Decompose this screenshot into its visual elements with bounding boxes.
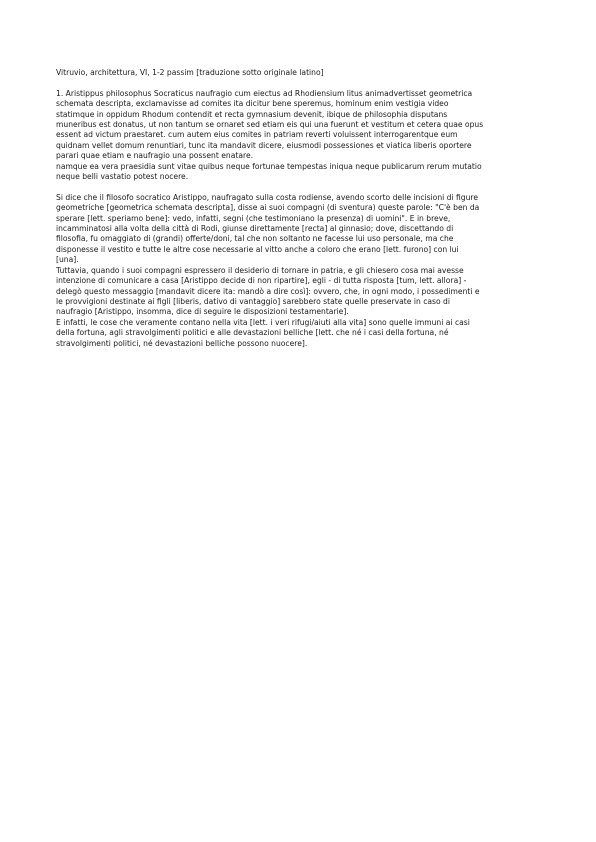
italian-line: delegò questo messaggio [mandavit dicere ita: mandò a dire così]: ovvero, che, in ogni modo, i possedimenti e bbox=[56, 286, 480, 296]
italian-line: sperare [lett. speriamo bene]: vedo, infatti, segni (che testimoniano la presenza) di uomini". E in breve, bbox=[56, 213, 451, 223]
latin-line: quidnam vellet domum renuntiari, tunc ita mandavit dicere, eiusmodi possessiones et viatica liberis oportere bbox=[56, 140, 472, 150]
latin-line: parari quae etiam e naufragio una possent enatare. bbox=[56, 151, 254, 161]
italian-line: geometriche [geometrica schemata descripta], disse ai suoi compagni (di sventura) queste parole: "C'è ben da bbox=[56, 203, 480, 213]
document-page bbox=[56, 68, 541, 359]
italian-line: naufragio [Aristippo, insomma, dice di seguire le disposizioni testamentarie]. bbox=[56, 307, 349, 317]
italian-line: le provvigioni destinate ai figli [liberis, dativo di vantaggio] sarebbero state quelle preservate in caso di bbox=[56, 296, 450, 306]
latin-line: statimque in oppidum Rhodum contendit et recta gymnasium devenit, ibique de philosophia disputans bbox=[56, 109, 448, 119]
latin-line: neque belli vastatio potest nocere. bbox=[56, 172, 189, 182]
latin-line: essent ad victum praestaret. cum autem eius comites in patriam reverti voluissent interrogarentque eum bbox=[56, 130, 458, 140]
italian-line: [una]. bbox=[56, 255, 79, 265]
italian-line: intenzione di comunicare a casa [Aristippo decide di non ripartire], egli - di tutta risposta [tum, lett. allora] - bbox=[56, 276, 467, 286]
italian-line: stravolgimenti politici, né devastazioni belliche possono nuocere]. bbox=[56, 338, 308, 348]
latin-paragraph bbox=[56, 89, 541, 183]
italian-line: della fortuna, agli stravolgimenti politici e alle devastazioni belliche [lett. che né i casi della fortuna, né bbox=[56, 328, 449, 338]
italian-line: Tuttavia, quando i suoi compagni espressero il desiderio di tornare in patria, e gli chiesero cosa mai avesse bbox=[56, 265, 464, 275]
latin-line: namque ea vera praesidia sunt vitae quibus neque fortunae tempestas iniqua neque publicarum rerum mutatio bbox=[56, 161, 482, 171]
italian-line: E infatti, le cose che veramente contano nella vita [lett. i veri rifugi/aiuti alla vita] sono quelle immuni ai casi bbox=[56, 317, 470, 327]
italian-line: Si dice che il filosofo socratico Aristippo, naufragato sulla costa rodiense, avendo scorto delle incisioni di figure bbox=[56, 192, 479, 202]
latin-line: muneribus est donatus, ut non tantum se ornaret sed etiam eis qui una fuerunt et vestitum et cetera quae opus bbox=[56, 120, 484, 130]
document-title: Vitruvio, architettura, VI, 1-2 passim [traduzione sotto originale latino] bbox=[56, 68, 324, 77]
italian-line: disponesse il vestito e tutte le altre cose necessarie al vitto anche a coloro che erano [lett. furono] con lui bbox=[56, 244, 459, 254]
italian-line: filosofia, fu omaggiato di (grandi) offerte/doni, tal che non soltanto ne facesse lui uso personale, ma che bbox=[56, 234, 454, 244]
italian-line: incamminatosi alla volta della città di Rodi, giunse direttamente [recta] al ginnasio; dove, discettando di bbox=[56, 224, 454, 234]
italian-paragraph bbox=[56, 193, 541, 349]
latin-line: 1. Aristippus philosophus Socraticus naufragio cum eiectus ad Rhodiensium litus animadvertisset geometrica bbox=[56, 88, 473, 98]
latin-line: schemata descripta, exclamavisse ad comites ita dicitur bene speremus, hominum enim vestigia video bbox=[56, 99, 449, 109]
